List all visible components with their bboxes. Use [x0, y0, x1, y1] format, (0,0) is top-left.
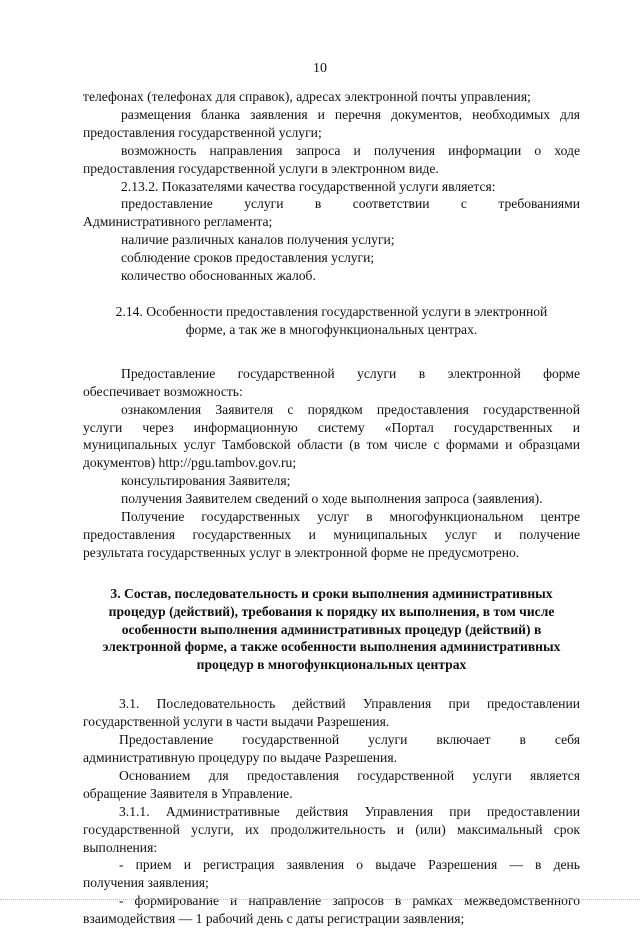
text-line: - формирование и направление запросов в рамках межведомственного: [119, 893, 580, 909]
text-line: получения заявления;: [83, 875, 209, 891]
text-line: соблюдение сроков предоставления услуги;: [121, 250, 375, 266]
text-line: предоставления государственной услуги в электронном виде.: [83, 160, 439, 176]
section-heading-3: 3. Состав, последовательность и сроки выполнения административных: [110, 585, 553, 601]
text-line: предоставления государственной услуги;: [83, 124, 322, 140]
text-line: 3.1.1. Административные действия Управления при предоставлении: [119, 803, 580, 819]
text-line: возможность направления запроса и получения информации о ходе: [121, 142, 580, 158]
text-line: муниципальных услуг Тамбовской области (в том числе с формами и образцами: [83, 437, 580, 453]
text-line: результата государственных услуг в электронной форме не предусмотрено.: [83, 544, 520, 560]
text-line: Основанием для предоставления государственной услуги является: [119, 767, 580, 783]
document-body: [83, 88, 580, 928]
text-line: Получение государственных услуг в многофункциональном центре: [121, 509, 580, 525]
text-line: государственной услуги, их продолжительность и (или) максимальный срок: [83, 821, 580, 837]
page-number: 10: [313, 61, 327, 76]
text-line: Предоставление государственной услуги включает в себя: [119, 732, 580, 748]
text-line: документов) http://pgu.tambov.gov.ru;: [83, 455, 297, 471]
text-line: услуги через информационную систему «Портал государственных и: [83, 419, 580, 435]
text-line: 3.1. Последовательность действий Управления при предоставлении: [119, 696, 580, 712]
scan-edge-divider: [0, 899, 640, 900]
text-line: предоставления государственных и муниципальных услуг и получение: [83, 526, 580, 542]
section-heading-3: электронной форме, а также особенности выполнения административных: [102, 639, 561, 655]
text-line: предоставление услуги в соответствии с требованиями: [121, 196, 580, 212]
text-line: административную процедуру по выдаче Разрешения.: [83, 750, 397, 765]
section-heading-3: процедур в многофункциональных центрах: [196, 657, 467, 673]
text-line: 2.13.2. Показателями качества государственной услуги является:: [121, 178, 496, 194]
text-line: - прием и регистрация заявления о выдаче Разрешения — в день: [119, 857, 580, 873]
text-line: количество обоснованных жалоб.: [121, 268, 316, 284]
text-line: наличие различных каналов получения услуги;: [121, 232, 395, 248]
text-line: Предоставление государственной услуги в электронной форме: [121, 365, 580, 381]
text-line: Административного регламента;: [83, 214, 273, 230]
text-line: государственной услуги в части выдачи Разрешения.: [83, 714, 390, 730]
text-line: размещения бланка заявления и перечня документов, необходимых для: [121, 106, 580, 122]
text-line: выполнения:: [83, 839, 158, 855]
section-heading-3: процедур (действий), требования к порядку их выполнения, в том числе: [108, 603, 555, 619]
section-heading-2-14: форме, а так же в многофункциональных центрах.: [185, 321, 478, 337]
text-line: обращение Заявителя в Управление.: [83, 785, 293, 801]
text-line: взаимодействия — 1 рабочий день с даты регистрации заявления;: [83, 911, 465, 927]
text-line: телефонах (телефонах для справок), адресах электронной почты управления;: [83, 89, 531, 104]
text-line: получения Заявителем сведений о ходе выполнения запроса (заявления).: [121, 491, 543, 507]
section-heading-3: особенности выполнения административных процедур (действий) в: [121, 621, 542, 637]
text-line: консультирования Заявителя;: [121, 473, 291, 489]
text-line: ознакомления Заявителя с порядком предоставления государственной: [121, 401, 580, 417]
section-heading-2-14: 2.14. Особенности предоставления государственной услуги в электронной: [115, 303, 548, 319]
text-line: обеспечивает возможность:: [83, 383, 243, 399]
